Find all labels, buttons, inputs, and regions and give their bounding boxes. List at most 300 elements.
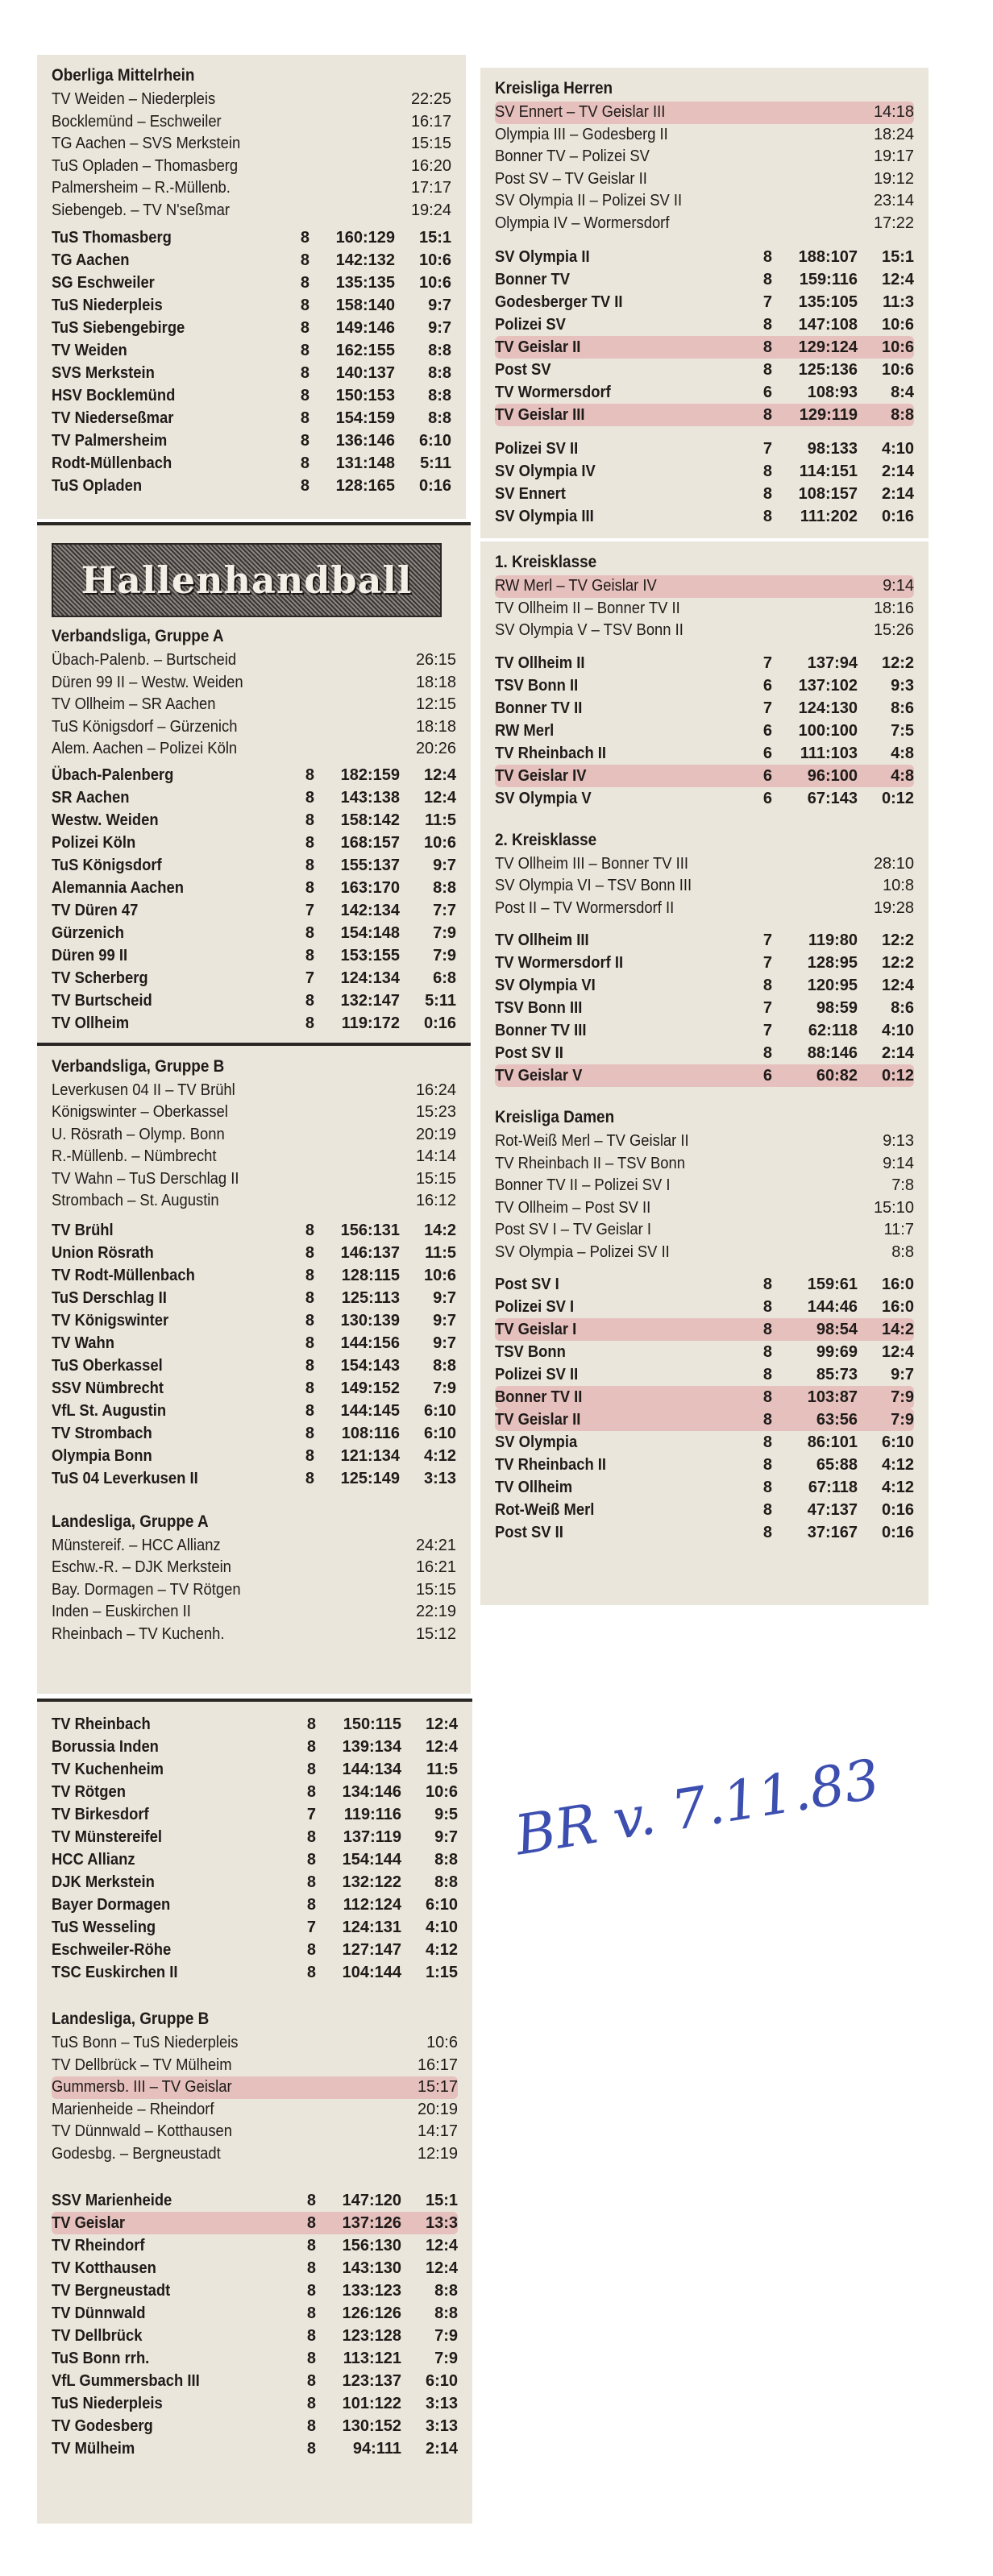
table-row bbox=[495, 483, 914, 505]
game-score: 16:20 bbox=[410, 156, 451, 175]
section-title: Verbandsliga, Gruppe B bbox=[52, 1056, 225, 1076]
team-name: Rodt-Müllenbach bbox=[52, 454, 172, 472]
game-row bbox=[495, 1242, 914, 1264]
section-verbandsliga-a bbox=[37, 625, 471, 1035]
games-played: 8 bbox=[305, 1356, 314, 1375]
team-name: TuS Thomasberg bbox=[52, 229, 172, 247]
game-score: 16:12 bbox=[415, 1192, 456, 1209]
game-score: 18:24 bbox=[873, 125, 914, 143]
games-list bbox=[495, 853, 914, 920]
games-played: 8 bbox=[300, 229, 310, 247]
team-name: Polizei SV II bbox=[495, 1366, 579, 1383]
goals: 123:128 bbox=[342, 2327, 401, 2345]
game-row bbox=[495, 898, 914, 920]
goals: 149:152 bbox=[340, 1379, 400, 1397]
section-kreisklasse-1 bbox=[480, 541, 929, 810]
table-row bbox=[495, 652, 914, 674]
goals: 188:107 bbox=[798, 248, 858, 266]
game-row bbox=[495, 620, 914, 642]
table-row bbox=[52, 2212, 458, 2234]
game-row bbox=[52, 1124, 456, 1147]
goals: 101:122 bbox=[342, 2395, 401, 2412]
table-row bbox=[52, 1400, 456, 1422]
game-score: 15:15 bbox=[410, 135, 451, 152]
team-name: TV Dellbrück bbox=[52, 2327, 143, 2345]
team-name: TuS Niederpleis bbox=[52, 2395, 163, 2412]
game-teams: TV Dünnwald – Kotthausen bbox=[52, 2122, 233, 2140]
goals: 67:143 bbox=[807, 789, 858, 807]
table-row bbox=[52, 1467, 456, 1490]
table-row bbox=[52, 922, 456, 944]
game-row bbox=[495, 213, 914, 235]
team-name: DJK Merkstein bbox=[52, 1873, 155, 1891]
games-played: 8 bbox=[305, 1266, 314, 1284]
game-score: 14:14 bbox=[415, 1147, 456, 1165]
team-name: TuS Bonn rrh. bbox=[52, 2350, 150, 2367]
games-played: 8 bbox=[305, 1469, 314, 1487]
team-name: Borussia Inden bbox=[52, 1738, 159, 1756]
section-title: Kreisliga Herren bbox=[495, 79, 613, 97]
points: 12:4 bbox=[423, 765, 456, 784]
team-name: TV Burtscheid bbox=[52, 991, 152, 1010]
games-played: 8 bbox=[305, 788, 314, 807]
goals: 100:100 bbox=[798, 721, 858, 740]
game-score: 18:18 bbox=[415, 673, 456, 691]
team-name: TV Birkesdorf bbox=[52, 1806, 149, 1823]
games-played: 8 bbox=[300, 319, 310, 337]
goals: 124:130 bbox=[798, 699, 858, 717]
points: 11:3 bbox=[883, 293, 914, 311]
points: 12:2 bbox=[881, 931, 914, 949]
standings-table bbox=[52, 226, 451, 497]
game-score: 15:15 bbox=[415, 1580, 456, 1599]
goals: 160:129 bbox=[335, 229, 395, 247]
team-name: TV Strombach bbox=[52, 1424, 152, 1442]
points: 2:14 bbox=[881, 463, 914, 480]
points: 1:15 bbox=[425, 1964, 458, 1981]
team-name: TuS Derschlag II bbox=[52, 1288, 167, 1307]
points: 3:13 bbox=[425, 2417, 458, 2435]
games-list bbox=[52, 2032, 458, 2165]
games-played: 8 bbox=[306, 1761, 316, 1778]
games-played: 8 bbox=[300, 251, 310, 269]
points: 10:6 bbox=[423, 833, 456, 852]
goals: 96:100 bbox=[807, 766, 858, 785]
points: 12:4 bbox=[425, 2259, 458, 2277]
goals: 132:147 bbox=[340, 991, 400, 1010]
game-score: 11:7 bbox=[883, 1221, 914, 1238]
table-row bbox=[52, 764, 456, 786]
table-row bbox=[52, 272, 451, 294]
games-played: 8 bbox=[305, 991, 314, 1010]
points: 8:8 bbox=[891, 406, 914, 424]
points: 6:10 bbox=[425, 2372, 458, 2390]
goals: 158:142 bbox=[340, 811, 400, 829]
table-row bbox=[495, 974, 914, 997]
game-row bbox=[52, 649, 456, 672]
table-row bbox=[495, 742, 914, 765]
goals: 144:134 bbox=[342, 1761, 401, 1778]
points: 7:9 bbox=[433, 923, 456, 942]
goals: 67:118 bbox=[808, 1479, 858, 1496]
team-name: HCC Allianz bbox=[52, 1851, 135, 1869]
table-row bbox=[495, 1521, 914, 1544]
games-played: 8 bbox=[300, 297, 310, 314]
game-teams: TV Ollheim – SR Aachen bbox=[52, 695, 216, 713]
goals: 126:126 bbox=[342, 2304, 401, 2322]
points: 9:7 bbox=[433, 1334, 456, 1352]
table-row bbox=[52, 2257, 458, 2279]
points: 4:8 bbox=[891, 744, 914, 762]
standings-table-continued bbox=[495, 438, 914, 528]
team-name: TV Düren 47 bbox=[52, 901, 139, 919]
games-played: 8 bbox=[762, 1456, 772, 1474]
game-teams: SV Olympia II – Polizei SV II bbox=[495, 192, 683, 209]
table-row bbox=[52, 1871, 458, 1894]
game-score: 12:19 bbox=[417, 2144, 458, 2163]
goals: 144:145 bbox=[340, 1401, 400, 1420]
games-played: 7 bbox=[762, 999, 772, 1017]
team-name: TV Rheinbach bbox=[52, 1715, 151, 1733]
points: 10:6 bbox=[881, 316, 914, 334]
points: 11:5 bbox=[426, 1761, 458, 1778]
team-name: Post SV II bbox=[495, 1044, 563, 1062]
points: 9:7 bbox=[433, 1311, 456, 1329]
table-row bbox=[495, 674, 914, 697]
games-list bbox=[52, 1535, 456, 1646]
game-teams: Münstereif. – HCC Allianz bbox=[52, 1536, 221, 1554]
goals: 139:134 bbox=[342, 1738, 401, 1756]
game-row bbox=[52, 200, 451, 222]
goals: 121:134 bbox=[340, 1446, 400, 1465]
team-name: Rot-Weiß Merl bbox=[495, 1501, 595, 1519]
game-score: 12:15 bbox=[415, 695, 456, 713]
game-row bbox=[495, 1219, 914, 1242]
goals: 98:54 bbox=[816, 1321, 858, 1338]
table-row bbox=[52, 899, 456, 922]
table-row bbox=[495, 1386, 914, 1408]
games-played: 8 bbox=[305, 856, 314, 874]
clipping-kreisliga-herren bbox=[480, 68, 929, 538]
games-list bbox=[52, 89, 451, 222]
games-played: 8 bbox=[306, 2214, 316, 2232]
goals: 130:139 bbox=[340, 1311, 400, 1329]
points: 0:16 bbox=[881, 508, 914, 525]
standings-table bbox=[52, 2189, 458, 2460]
points: 5:11 bbox=[425, 991, 456, 1010]
games-played: 6 bbox=[762, 766, 772, 785]
game-teams: Olympia IV – Wormersdorf bbox=[495, 214, 670, 232]
table-row bbox=[52, 2415, 458, 2437]
goals: 182:159 bbox=[340, 765, 400, 784]
goals: 112:124 bbox=[343, 1896, 401, 1914]
team-name: Westw. Weiden bbox=[52, 811, 159, 829]
game-row bbox=[52, 156, 451, 178]
points: 4:10 bbox=[425, 1919, 458, 1936]
game-teams: Post II – TV Wormersdorf II bbox=[495, 898, 675, 917]
points: 2:14 bbox=[425, 2440, 458, 2458]
table-row bbox=[52, 1736, 458, 1758]
games-played: 8 bbox=[762, 1343, 772, 1361]
game-row bbox=[495, 102, 914, 124]
table-row bbox=[495, 438, 914, 460]
points: 11:5 bbox=[425, 1243, 456, 1262]
section-landesliga-b bbox=[37, 1984, 472, 2460]
team-name: TV Bergneustadt bbox=[52, 2282, 171, 2300]
goals: 147:120 bbox=[342, 2192, 401, 2209]
points: 14:2 bbox=[423, 1221, 456, 1239]
team-name: HSV Bocklemünd bbox=[52, 387, 176, 404]
section-verbandsliga-b bbox=[37, 1046, 471, 1490]
points: 12:4 bbox=[881, 1343, 914, 1361]
table-row bbox=[495, 359, 914, 381]
games-played: 8 bbox=[762, 1388, 772, 1406]
table-row bbox=[495, 1019, 914, 1042]
goals: 147:108 bbox=[798, 316, 858, 334]
games-played: 8 bbox=[305, 1424, 314, 1442]
game-score: 9:14 bbox=[883, 1154, 914, 1172]
team-name: TV Niederseßmar bbox=[52, 409, 174, 427]
goals: 142:134 bbox=[340, 901, 400, 919]
games-played: 8 bbox=[306, 1783, 316, 1801]
games-played: 8 bbox=[306, 1738, 316, 1756]
points: 9:3 bbox=[891, 676, 914, 695]
goals: 60:82 bbox=[816, 1067, 858, 1085]
team-name: Gürzenich bbox=[52, 923, 124, 942]
team-name: TV Godesberg bbox=[52, 2417, 153, 2435]
team-name: TSV Bonn II bbox=[495, 676, 579, 695]
game-teams: Godesbg. – Bergneustadt bbox=[52, 2144, 221, 2163]
goals: 88:146 bbox=[807, 1044, 858, 1062]
team-name: Düren 99 II bbox=[52, 946, 128, 964]
table-row bbox=[495, 291, 914, 313]
points: 12:2 bbox=[881, 954, 914, 972]
goals: 136:146 bbox=[335, 432, 395, 450]
points: 9:7 bbox=[428, 319, 451, 337]
team-name: TV Rheinbach II bbox=[495, 1456, 607, 1474]
points: 7:9 bbox=[434, 2327, 458, 2345]
points: 9:7 bbox=[434, 1828, 458, 1846]
team-name: TV Geislar III bbox=[495, 406, 585, 424]
game-row bbox=[52, 1557, 456, 1579]
points: 8:8 bbox=[434, 1873, 458, 1891]
clipping-landesliga bbox=[37, 1699, 472, 2524]
goals: 158:140 bbox=[335, 297, 395, 314]
game-teams: TV Weiden – Niederpleis bbox=[52, 90, 216, 108]
table-row bbox=[52, 1377, 456, 1400]
goals: 143:130 bbox=[342, 2259, 401, 2277]
game-row bbox=[52, 1579, 456, 1602]
goals: 114:151 bbox=[799, 463, 858, 480]
game-row bbox=[52, 2076, 458, 2099]
game-teams: TV Ollheim – Post SV II bbox=[495, 1198, 651, 1217]
goals: 137:119 bbox=[343, 1828, 401, 1846]
points: 16:0 bbox=[881, 1276, 914, 1293]
table-row bbox=[495, 336, 914, 359]
table-row bbox=[52, 1264, 456, 1287]
team-name: Polizei Köln bbox=[52, 833, 136, 852]
games-played: 8 bbox=[306, 2304, 316, 2322]
game-teams: Bocklemünd – Eschweiler bbox=[52, 112, 222, 131]
table-row bbox=[495, 246, 914, 268]
game-teams: Düren 99 II – Westw. Weiden bbox=[52, 673, 243, 691]
game-score: 22:25 bbox=[410, 90, 451, 108]
game-score: 19:24 bbox=[410, 201, 451, 219]
hallenhandball-banner bbox=[52, 543, 442, 617]
goals: 94:111 bbox=[352, 2440, 401, 2458]
game-score: 23:14 bbox=[873, 192, 914, 209]
games-played: 8 bbox=[762, 977, 772, 994]
goals: 128:95 bbox=[807, 954, 858, 972]
games-played: 8 bbox=[300, 342, 310, 359]
points: 4:12 bbox=[881, 1456, 914, 1474]
games-played: 8 bbox=[306, 2327, 316, 2345]
team-name: RW Merl bbox=[495, 721, 555, 740]
team-name: SV Olympia VI bbox=[495, 977, 596, 994]
goals: 129:124 bbox=[798, 338, 858, 356]
team-name: TSC Euskirchen II bbox=[52, 1964, 178, 1981]
games-played: 8 bbox=[306, 1851, 316, 1869]
game-row bbox=[52, 1601, 456, 1624]
team-name: TSV Bonn III bbox=[495, 999, 583, 1017]
game-row bbox=[495, 146, 914, 168]
points: 0:12 bbox=[881, 789, 914, 807]
game-teams: Alem. Aachen – Polizei Köln bbox=[52, 740, 238, 757]
game-teams: Bonner TV – Polizei SV bbox=[495, 147, 650, 165]
table-row bbox=[52, 226, 451, 249]
team-name: Eschweiler-Röhe bbox=[52, 1941, 172, 1959]
team-name: Olympia Bonn bbox=[52, 1446, 152, 1465]
team-name: SV Olympia III bbox=[495, 508, 594, 525]
table-row bbox=[52, 2392, 458, 2415]
goals: 159:116 bbox=[799, 271, 858, 288]
games-played: 6 bbox=[762, 721, 772, 740]
goals: 134:146 bbox=[342, 1783, 401, 1801]
section-oberliga bbox=[37, 55, 466, 497]
game-row bbox=[52, 1624, 456, 1646]
points: 0:16 bbox=[418, 477, 451, 495]
table-row bbox=[52, 2279, 458, 2302]
games-played: 8 bbox=[305, 1288, 314, 1307]
game-teams: Königswinter – Oberkassel bbox=[52, 1103, 228, 1121]
points: 4:8 bbox=[891, 766, 914, 785]
game-score: 15:23 bbox=[415, 1103, 456, 1121]
games-played: 7 bbox=[306, 1919, 316, 1936]
game-teams: Post SV I – TV Geislar I bbox=[495, 1221, 651, 1238]
game-score: 24:21 bbox=[415, 1536, 456, 1554]
goals: 86:101 bbox=[807, 1433, 858, 1451]
points: 2:14 bbox=[881, 485, 914, 503]
section-title: Landesliga, Gruppe A bbox=[52, 1512, 209, 1531]
game-row bbox=[52, 2143, 458, 2166]
game-row bbox=[52, 2055, 458, 2077]
game-row bbox=[495, 598, 914, 620]
game-score: 14:17 bbox=[417, 2122, 458, 2140]
team-name: TV Wormersdorf bbox=[495, 384, 611, 401]
team-name: Union Rösrath bbox=[52, 1243, 154, 1262]
points: 12:4 bbox=[881, 271, 914, 288]
goals: 125:113 bbox=[341, 1288, 400, 1307]
game-teams: Rheinbach – TV Kuchenh. bbox=[52, 1624, 225, 1643]
game-teams: Marienheide – Rheindorf bbox=[52, 2100, 214, 2118]
game-teams: TV Ollheim III – Bonner TV III bbox=[495, 854, 688, 873]
points: 8:8 bbox=[434, 2304, 458, 2322]
goals: 154:159 bbox=[335, 409, 395, 427]
game-teams: TV Dellbrück – TV Mülheim bbox=[52, 2055, 232, 2074]
games-list bbox=[495, 575, 914, 642]
game-score: 28:10 bbox=[873, 854, 914, 873]
goals: 119:116 bbox=[343, 1806, 401, 1823]
team-name: TV Dünnwald bbox=[52, 2304, 146, 2322]
points: 8:8 bbox=[428, 387, 451, 404]
team-name: TV Ollheim bbox=[52, 1014, 130, 1032]
game-teams: R.-Müllenb. – Nümbrecht bbox=[52, 1147, 217, 1165]
game-score: 9:13 bbox=[883, 1132, 914, 1150]
goals: 62:118 bbox=[808, 1022, 858, 1039]
games-played: 8 bbox=[305, 1221, 314, 1239]
points: 8:8 bbox=[428, 364, 451, 382]
table-row bbox=[52, 475, 451, 497]
team-name: TuS Niederpleis bbox=[52, 297, 163, 314]
game-score: 15:26 bbox=[873, 621, 914, 639]
game-teams: Olympia III – Godesberg II bbox=[495, 125, 668, 143]
handwritten-date-note: BR v. 7.11.83 bbox=[510, 1748, 884, 1869]
table-row bbox=[495, 929, 914, 952]
games-played: 8 bbox=[305, 1014, 314, 1032]
goals: 125:136 bbox=[798, 361, 858, 379]
game-row bbox=[52, 177, 451, 200]
games-list bbox=[495, 1130, 914, 1263]
goals: 128:115 bbox=[341, 1266, 400, 1284]
games-played: 8 bbox=[305, 811, 314, 829]
team-name: Bonner TV II bbox=[495, 1388, 583, 1406]
team-name: TV Geislar II bbox=[495, 338, 581, 356]
games-played: 8 bbox=[300, 387, 310, 404]
game-row bbox=[52, 1101, 456, 1124]
games-played: 7 bbox=[305, 969, 314, 987]
games-played: 8 bbox=[306, 1941, 316, 1959]
game-row bbox=[52, 1535, 456, 1558]
table-row bbox=[52, 1781, 458, 1803]
table-row bbox=[495, 952, 914, 974]
games-played: 7 bbox=[762, 931, 772, 949]
game-row bbox=[52, 2121, 458, 2143]
table-row bbox=[52, 989, 456, 1012]
games-played: 8 bbox=[306, 1896, 316, 1914]
table-row bbox=[495, 313, 914, 336]
game-score: 16:24 bbox=[415, 1081, 456, 1099]
goals: 135:105 bbox=[798, 293, 858, 311]
team-name: TuS Siebengebirge bbox=[52, 319, 185, 337]
points: 14:2 bbox=[881, 1321, 914, 1338]
team-name: SV Olympia V bbox=[495, 789, 592, 807]
standings-table bbox=[52, 1713, 458, 1984]
table-row bbox=[52, 452, 451, 475]
games-played: 8 bbox=[306, 2259, 316, 2277]
goals: 99:69 bbox=[816, 1343, 858, 1361]
points: 8:8 bbox=[433, 1356, 456, 1375]
team-name: Bonner TV III bbox=[495, 1022, 587, 1039]
team-name: Polizei SV II bbox=[495, 440, 579, 458]
table-row bbox=[495, 460, 914, 483]
games-played: 8 bbox=[306, 1828, 316, 1846]
game-teams: Eschw.-R. – DJK Merkstein bbox=[52, 1558, 231, 1576]
game-score: 19:28 bbox=[873, 898, 914, 917]
table-row bbox=[52, 1916, 458, 1939]
table-row bbox=[52, 1287, 456, 1309]
team-name: SG Eschweiler bbox=[52, 274, 155, 292]
games-played: 7 bbox=[762, 653, 772, 672]
